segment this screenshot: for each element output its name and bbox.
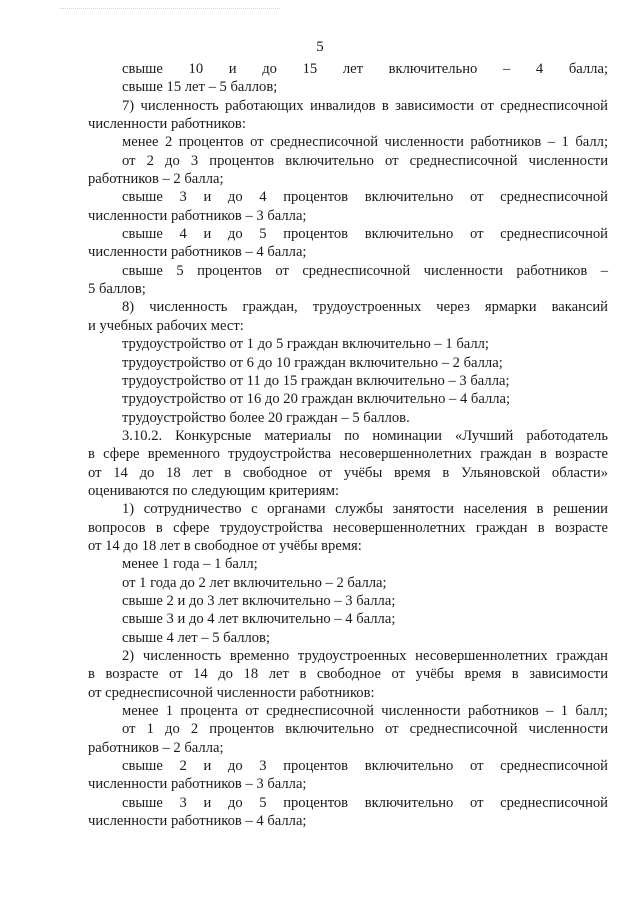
text-line: трудоустройство от 11 до 15 граждан включительно – 3 балла; [122, 372, 510, 389]
text-line: численности работников – 3 балла; [88, 207, 307, 224]
text-line: свыше 4 лет – 5 баллов; [122, 629, 270, 646]
text-line: 5 баллов; [88, 281, 146, 298]
text-line: от 2 до 3 процентов включительно от среднесписочной численности [122, 152, 608, 169]
text-line: от 1 года до 2 лет включительно – 2 балла; [122, 574, 387, 591]
text-line: свыше 2 и до 3 процентов включительно от среднесписочной [122, 758, 608, 775]
text-line: численности работников – 3 балла; [88, 776, 307, 793]
text-line: трудоустройство от 6 до 10 граждан включительно – 2 балла; [122, 354, 503, 371]
text-line: свыше 3 и до 4 процентов включительно от среднесписочной [122, 189, 608, 206]
text-line: численности работников: [88, 116, 246, 133]
text-line: и учебных рабочих мест: [88, 317, 244, 334]
text-line: 1) сотрудничество с органами службы занятости населения в решении [122, 501, 608, 518]
text-line: в возрасте от 14 до 18 лет в свободное от учёбы время в зависимости [88, 666, 608, 683]
text-line: свыше 3 и до 5 процентов включительно от среднесписочной [122, 794, 608, 811]
document-body [88, 60, 608, 830]
text-line: от 14 до 18 лет в свободное от учёбы время: [88, 537, 362, 554]
text-line: трудоустройство более 20 граждан – 5 баллов. [122, 409, 410, 426]
text-line: трудоустройство от 16 до 20 граждан включительно – 4 балла; [122, 391, 511, 408]
scan-artifact [60, 8, 280, 15]
text-line: от 14 до 18 лет в свободное от учёбы время в Ульяновской области» [88, 464, 608, 481]
page-number: 5 [316, 39, 324, 55]
text-line: свыше 15 лет – 5 баллов; [122, 79, 278, 96]
text-line: от 1 до 2 процентов включительно от среднесписочной численности [122, 721, 608, 738]
text-line: 2) численность временно трудоустроенных несовершеннолетних граждан [122, 648, 608, 664]
text-line: свыше 4 и до 5 процентов включительно от среднесписочной [122, 226, 608, 243]
text-line: свыше 3 и до 4 лет включительно – 4 балла; [122, 611, 396, 628]
text-line: от среднесписочной численности работников: [88, 684, 375, 701]
text-line: свыше 5 процентов от среднесписочной численности работников – [122, 262, 608, 279]
text-line: работников – 2 балла; [88, 171, 224, 188]
text-line: 3.10.2. Конкурсные материалы по номинации «Лучший работодатель [122, 427, 608, 444]
text-line: менее 2 процентов от среднесписочной численности работников – 1 балл; [122, 134, 608, 151]
text-line: оцениваются по следующим критериям: [88, 482, 340, 499]
text-line: трудоустройство от 1 до 5 граждан включительно – 1 балл; [122, 336, 489, 353]
text-line: 8) численность граждан, трудоустроенных через ярмарки вакансий [122, 299, 608, 316]
text-line: численности работников – 4 балла; [88, 813, 307, 830]
text-line: численности работников – 4 балла; [88, 244, 307, 261]
text-line: свыше 2 и до 3 лет включительно – 3 балла; [122, 592, 396, 609]
text-line: свыше 10 и до 15 лет включительно – 4 балла; [122, 61, 608, 77]
text-line: работников – 2 балла; [88, 739, 224, 756]
text-line: вопросов в сфере трудоустройства несовершеннолетних граждан в возрасте [88, 519, 608, 536]
text-line: в сфере временного трудоустройства несовершеннолетних граждан в возрасте [88, 446, 608, 463]
text-line: менее 1 года – 1 балл; [122, 556, 258, 573]
text-line: менее 1 процента от среднесписочной численности работников – 1 балл; [122, 703, 608, 720]
text-line: 7) численность работающих инвалидов в зависимости от среднесписочной [122, 97, 608, 114]
